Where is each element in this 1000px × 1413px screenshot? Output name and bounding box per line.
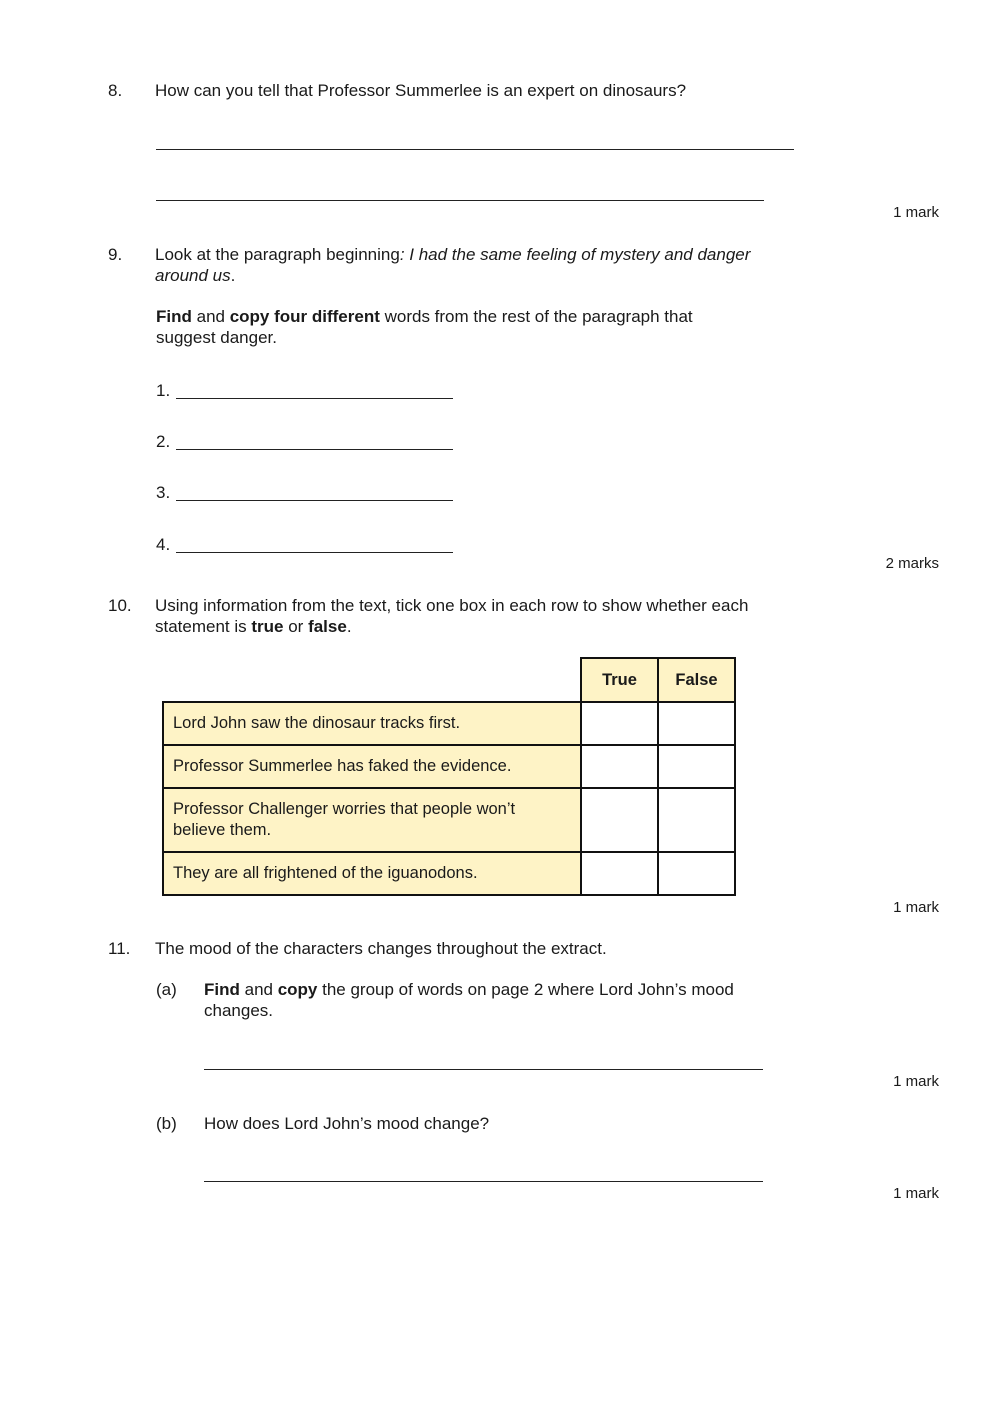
question-9-instruction (156, 306, 756, 348)
q9-find: Find (156, 307, 192, 326)
table-header-blank (163, 658, 581, 702)
question-11-text: The mood of the characters changes throughout the extract. (155, 939, 607, 958)
answer-line-8a[interactable] (156, 149, 794, 150)
false-checkbox-4[interactable] (658, 852, 735, 895)
table-header-false: False (658, 658, 735, 702)
q9-quote-end: . (230, 266, 236, 285)
q9-answer-label-3: 3. (156, 483, 171, 502)
table-row (163, 788, 735, 852)
q10-true-word: true (251, 617, 284, 636)
q11b-mark: 1 mark (893, 1185, 939, 1202)
true-checkbox-1[interactable] (581, 702, 658, 745)
q11a-copy: copy (277, 980, 318, 999)
false-checkbox-3[interactable] (658, 788, 735, 852)
q9-answer-line-2[interactable] (176, 449, 453, 450)
statement-1: Lord John saw the dinosaur tracks first. (163, 702, 581, 745)
question-11-number: 11. (108, 939, 131, 958)
true-false-table (162, 657, 736, 896)
question-9-number: 9. (108, 245, 123, 264)
table-header-true: True (581, 658, 658, 702)
q10-or-word: or (283, 617, 309, 636)
true-checkbox-2[interactable] (581, 745, 658, 788)
question-9-intro (155, 244, 755, 286)
q11a-mark: 1 mark (893, 1073, 939, 1090)
question-8-text: How can you tell that Professor Summerlee is an expert on dinosaurs? (155, 81, 687, 100)
q9-answer-label-2: 2. (156, 432, 171, 451)
answer-line-11b[interactable] (204, 1181, 763, 1182)
q10-false-word: false (308, 617, 347, 636)
table-row (163, 702, 735, 745)
q10-mark: 1 mark (893, 899, 939, 916)
answer-line-8b[interactable] (156, 200, 764, 201)
question-8-number: 8. (108, 81, 123, 100)
true-checkbox-3[interactable] (581, 788, 658, 852)
q9-answer-line-1[interactable] (176, 398, 453, 399)
q11a-rest: the group of words on page 2 where Lord John’s mood changes. (204, 980, 734, 1020)
q11a-text (204, 979, 789, 1021)
question-10-number: 10. (108, 596, 132, 615)
q10-period: . (346, 617, 352, 636)
table-header-row (163, 658, 735, 702)
q9-and: and (191, 307, 230, 326)
answer-line-11a[interactable] (204, 1069, 763, 1070)
q9-copy-four-different: copy four different (229, 307, 380, 326)
q11a-and: and (239, 980, 278, 999)
q9-mark: 2 marks (885, 555, 939, 572)
table-row (163, 852, 735, 895)
q11a-label: (a) (156, 980, 177, 999)
question-10-text (155, 595, 765, 637)
q9-quote-lead: : (399, 245, 410, 264)
q9-answer-line-4[interactable] (176, 552, 453, 553)
q11a-find: Find (204, 980, 240, 999)
q9-answer-label-1: 1. (156, 381, 171, 400)
statement-2: Professor Summerlee has faked the evidence. (163, 745, 581, 788)
q9-answer-label-4: 4. (156, 535, 171, 554)
false-checkbox-2[interactable] (658, 745, 735, 788)
q11b-label: (b) (156, 1114, 177, 1133)
q9-intro-text: Look at the paragraph beginning (155, 245, 400, 264)
q8-mark: 1 mark (893, 204, 939, 221)
q10-text-a: Using information from the text, tick one box in each row to show whether each statement is (155, 596, 749, 636)
q11b-text: How does Lord John’s mood change? (204, 1114, 490, 1133)
q9-rest: words from the rest of the paragraph that suggest danger. (156, 307, 693, 347)
statement-4: They are all frightened of the iguanodons. (163, 852, 581, 895)
table-row (163, 745, 735, 788)
q9-quote: I had the same feeling of mystery and danger around us (155, 245, 751, 285)
q9-answer-line-3[interactable] (176, 500, 453, 501)
true-checkbox-4[interactable] (581, 852, 658, 895)
statement-3: Professor Challenger worries that people won’t believe them. (163, 788, 581, 852)
false-checkbox-1[interactable] (658, 702, 735, 745)
